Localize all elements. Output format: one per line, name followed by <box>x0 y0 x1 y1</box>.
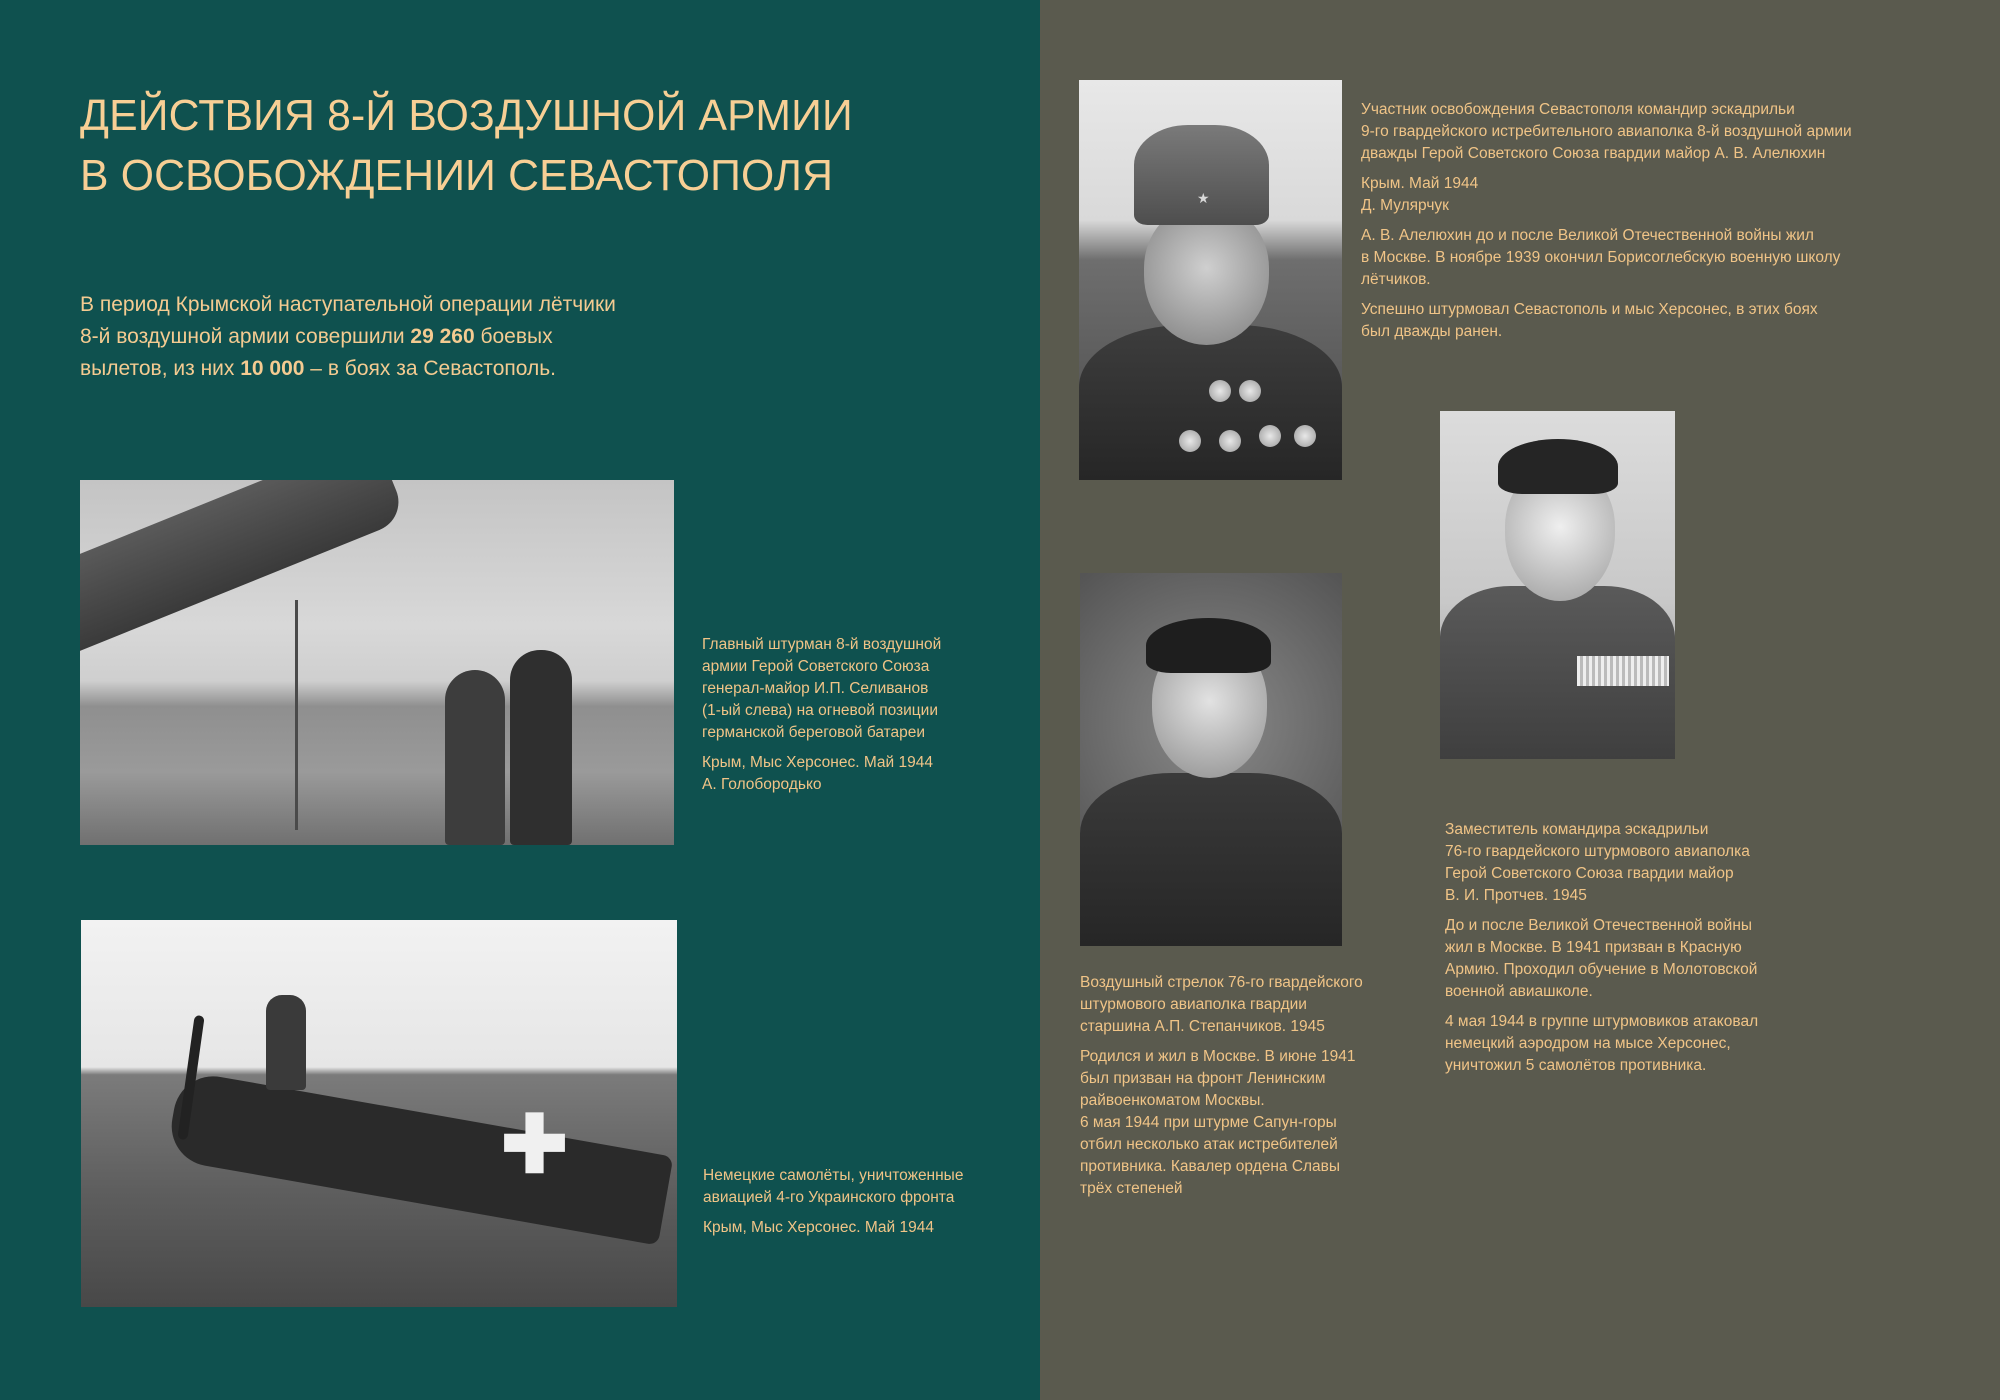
face-shape <box>1144 205 1269 345</box>
hair-shape <box>1146 618 1271 673</box>
text-line: германской береговой батареи <box>702 724 926 741</box>
photo-protchev <box>1440 411 1675 759</box>
text-line: штурмового авиаполка гвардии <box>1080 996 1307 1013</box>
officer-figure <box>510 650 572 845</box>
medal-icon <box>1259 425 1281 447</box>
text-line: лётчиков. <box>1361 271 1431 288</box>
medal-icon <box>1294 425 1316 447</box>
bio-paragraph <box>1080 1046 1363 1200</box>
text-line: райвоенкоматом Москвы. <box>1080 1092 1265 1109</box>
text-line: Родился и жил в Москве. В июне 1941 <box>1080 1048 1356 1065</box>
hair-shape <box>1498 439 1618 494</box>
title-line-2: В ОСВОБОЖДЕНИИ СЕВАСТОПОЛЯ <box>80 151 834 200</box>
text-line: был дважды ранен. <box>1361 323 1503 340</box>
text-line: старшина А.П. Степанчиков. 1945 <box>1080 1018 1325 1035</box>
star-icon: ★ <box>1197 190 1210 206</box>
place-date: Крым. Май 1944 <box>1361 175 1479 192</box>
text-line: в Москве. В ноябре 1939 окончил Борисоглебскую военную школу <box>1361 249 1841 266</box>
text-line: уничтожил 5 самолётов противника. <box>1445 1057 1707 1074</box>
text-line: Герой Советского Союза гвардии майор <box>1445 865 1734 882</box>
photographer: Д. Мулярчук <box>1361 197 1449 214</box>
caption-protchev <box>1445 819 1758 1085</box>
text-line: трёх степеней <box>1080 1180 1183 1197</box>
photographer: А. Голобородько <box>702 776 822 793</box>
text-line: авиацией 4-го Украинского фронта <box>703 1189 955 1206</box>
intro-text <box>80 289 616 385</box>
text-line: Главный штурман 8-й воздушной <box>702 636 942 653</box>
text-line: Воздушный стрелок 76-го гвардейского <box>1080 974 1363 991</box>
medal-icon <box>1219 430 1241 452</box>
text-line: 76-го гвардейского штурмового авиаполка <box>1445 843 1750 860</box>
caption-text <box>1080 972 1363 1038</box>
caption-destroyed-planes <box>703 1165 963 1247</box>
text-line: 4 мая 1944 в группе штурмовиков атаковал <box>1445 1013 1759 1030</box>
text-line: был призван на фронт Ленинским <box>1080 1070 1326 1087</box>
bio-paragraph <box>1445 915 1758 1003</box>
text-line: 9-го гвардейского истребительного авиаполка 8-й воздушной армии <box>1361 123 1852 140</box>
medal-ribbons <box>1577 656 1669 686</box>
bio-paragraph <box>1361 225 1852 291</box>
text-line: Немецкие самолёты, уничтоженные <box>703 1167 964 1184</box>
intro-line-3-tail: – в боях за Севастополь. <box>304 357 556 380</box>
text-line: отбил несколько атак истребителей <box>1080 1136 1338 1153</box>
caption-coastal-battery <box>702 634 941 804</box>
text-line: Успешно штурмовал Севастополь и мыс Херсонес, в этих боях <box>1361 301 1818 318</box>
text-line: военной авиашколе. <box>1445 983 1593 1000</box>
medal-icon <box>1179 430 1201 452</box>
cross-marking: ✚ <box>501 1100 569 1189</box>
text-line: А. В. Алелюхин до и после Великой Отечественной войны жил <box>1361 227 1814 244</box>
page-title <box>80 86 853 206</box>
intro-line-3 <box>80 353 616 385</box>
text-line: Армию. Проходил обучение в Молотовской <box>1445 961 1758 978</box>
caption-alelyukhin <box>1361 99 1852 351</box>
sorties-sevastopol: 10 000 <box>240 357 305 380</box>
text-line: армии Герой Советского Союза <box>702 658 930 675</box>
text-line: В. И. Протчев. 1945 <box>1445 887 1587 904</box>
caption-text <box>702 634 941 744</box>
intro-line-1: В период Крымской наступательной операции лётчики <box>80 293 616 316</box>
text-line: жил в Москве. В 1941 призван в Красную <box>1445 939 1742 956</box>
medal-icon <box>1239 380 1261 402</box>
intro-line-2-tail: боевых <box>474 325 553 348</box>
text-line: 6 мая 1944 при штурме Сапун-горы <box>1080 1114 1337 1131</box>
bio-paragraph <box>1361 299 1852 343</box>
text-line: дважды Герой Советского Союза гвардии майор А. В. Алелюхин <box>1361 145 1826 162</box>
caption-text <box>703 1165 963 1209</box>
pole-shape <box>295 600 298 830</box>
photo-stepanchikov <box>1080 573 1342 946</box>
uniform-shape <box>1080 773 1342 946</box>
caption-text <box>1361 99 1852 165</box>
text-line: До и после Великой Отечественной войны <box>1445 917 1753 934</box>
fuselage-shape <box>165 1070 673 1245</box>
caption-credit <box>1361 173 1852 217</box>
cap-shape <box>1134 125 1269 225</box>
medal-icon <box>1209 380 1231 402</box>
text-line: Участник освобождения Севастополя командир эскадрильи <box>1361 101 1795 118</box>
photo-coastal-battery <box>80 480 674 845</box>
place-date: Крым, Мыс Херсонес. Май 1944 <box>703 1219 934 1236</box>
title-line-1: ДЕЙСТВИЯ 8-Й ВОЗДУШНОЙ АРМИИ <box>80 91 853 140</box>
place-date: Крым, Мыс Херсонес. Май 1944 <box>702 754 933 771</box>
text-line: генерал-майор И.П. Селиванов <box>702 680 929 697</box>
text-line: (1-ый слева) на огневой позиции <box>702 702 938 719</box>
uniform-shape <box>1079 325 1342 480</box>
officer-figure <box>445 670 505 845</box>
photo-alelyukhin <box>1079 80 1342 480</box>
gun-barrel-shape <box>80 480 408 653</box>
bio-paragraph <box>1445 1011 1758 1077</box>
text-line: Заместитель командира эскадрильи <box>1445 821 1709 838</box>
intro-line-2 <box>80 321 616 353</box>
intro-line-2-text: 8-й воздушной армии совершили <box>80 325 411 348</box>
photo-destroyed-planes <box>81 920 677 1307</box>
caption-stepanchikov <box>1080 972 1363 1208</box>
text-line: немецкий аэродром на мысе Херсонес, <box>1445 1035 1731 1052</box>
intro-line-3-text: вылетов, из них <box>80 357 241 380</box>
person-figure <box>266 995 306 1090</box>
sorties-total: 29 260 <box>410 325 475 348</box>
caption-credit <box>703 1217 963 1239</box>
caption-credit <box>702 752 941 796</box>
text-line: противника. Кавалер ордена Славы <box>1080 1158 1341 1175</box>
caption-text <box>1445 819 1758 907</box>
